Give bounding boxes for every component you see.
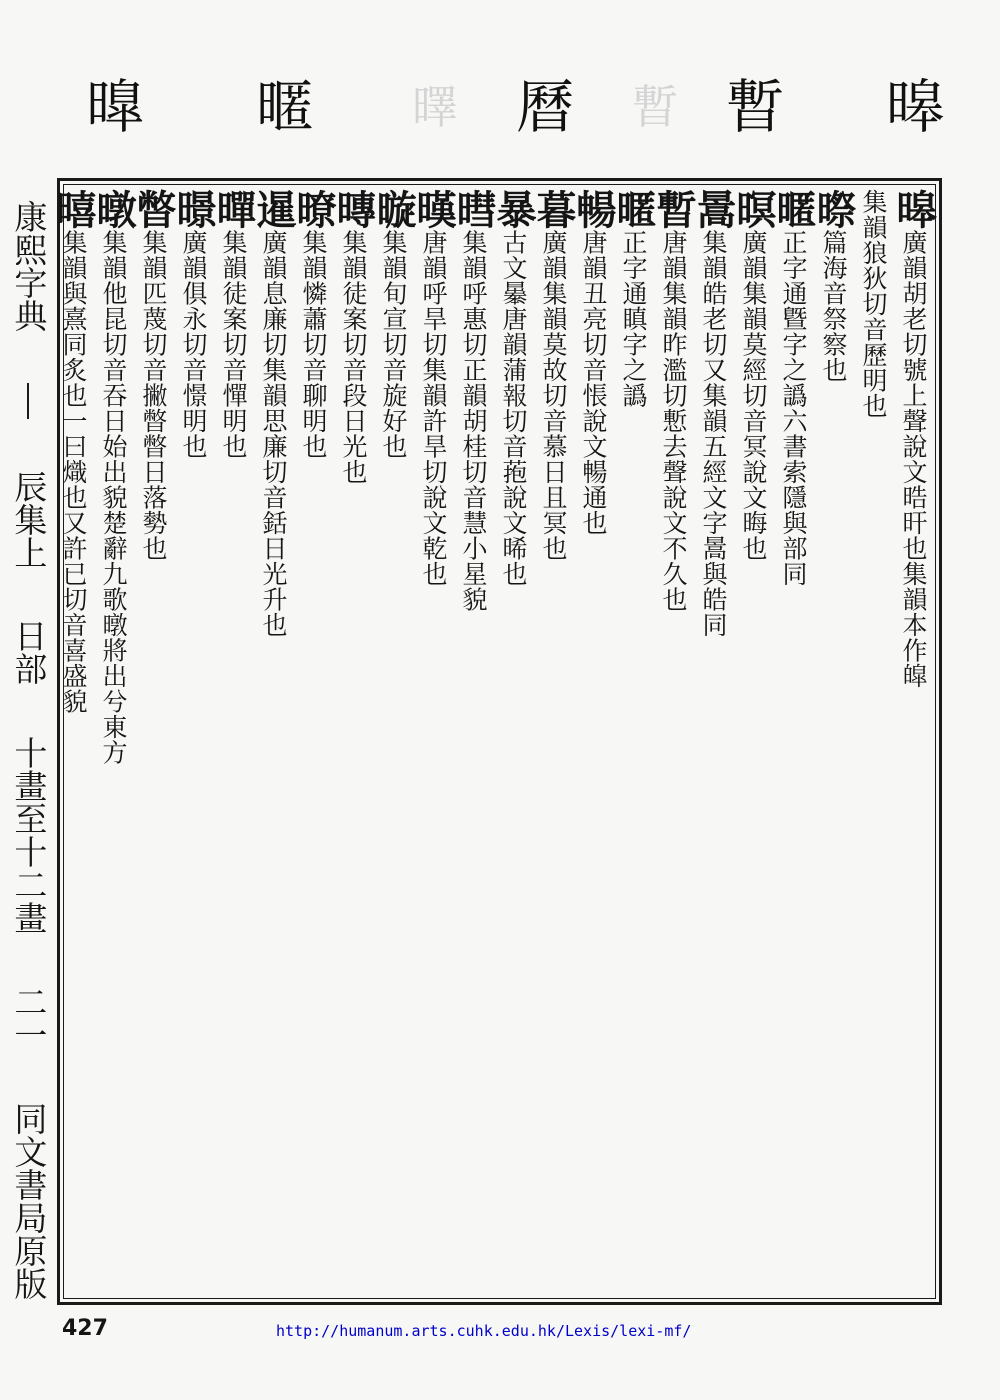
entry-column bbox=[330, 187, 377, 1296]
entry-column bbox=[770, 187, 817, 1296]
entry-text: 正字通瞋字之譌 bbox=[619, 229, 648, 408]
source-url-link[interactable]: http://humanum.arts.cuhk.edu.hk/Lexis/lexi-mf/ bbox=[276, 1322, 692, 1340]
radical-label: 日部 bbox=[9, 619, 49, 686]
entry-text: 唐韻集韻昨濫切慙去聲說文不久也 bbox=[659, 229, 688, 612]
headword: 暹 bbox=[250, 189, 297, 230]
headword: 暱 bbox=[770, 189, 817, 230]
entry-text: 集韻呼惠切正韻胡桂切音慧小星貌 bbox=[459, 229, 488, 612]
entry-text: 集韻與熹同炙也一曰熾也又許已切音喜盛貌 bbox=[59, 229, 88, 714]
entry-text: 廣韻息廉切集韻思廉切音銛日光升也 bbox=[259, 229, 288, 638]
entry-column bbox=[690, 187, 737, 1296]
margin-separator bbox=[27, 383, 29, 419]
entry-column bbox=[530, 187, 577, 1296]
entry-column bbox=[810, 187, 857, 1296]
headword: 暻 bbox=[170, 189, 217, 230]
headword: 暿 bbox=[50, 189, 97, 230]
headword: 暳 bbox=[450, 189, 497, 230]
entry-column bbox=[490, 187, 537, 1296]
entry-column bbox=[170, 187, 217, 1296]
entry-text: 集韻匹蔑切音撇暼暼日落勢也 bbox=[139, 229, 168, 561]
publisher-label: 同文書局原版 bbox=[9, 1101, 49, 1300]
entry-column bbox=[370, 187, 417, 1296]
headword: 暶 bbox=[370, 189, 417, 230]
dictionary-text-frame bbox=[50, 178, 942, 1305]
seal-character: 暫 bbox=[725, 73, 784, 142]
entry-text: 集韻憐蕭切音聊明也 bbox=[299, 229, 328, 459]
seal-script-row bbox=[60, 40, 944, 175]
entry-text: 廣韻胡老切號上聲說文晧旰也集韻本作皡 bbox=[899, 229, 928, 689]
headword: 暢 bbox=[570, 189, 617, 230]
entry-column bbox=[50, 187, 97, 1296]
book-title: 康熙字典 bbox=[9, 200, 49, 332]
entry-column bbox=[853, 187, 893, 1296]
entry-column bbox=[650, 187, 697, 1296]
headword: 暸 bbox=[290, 189, 337, 230]
headword: 暾 bbox=[90, 189, 137, 230]
entry-text: 集韻他昆切音吞日始出貌楚辭九歌暾將出兮東方 bbox=[99, 229, 128, 765]
headword: 暮 bbox=[530, 189, 577, 230]
entry-text: 集韻皓老切又集韻五經文字暠與皓同 bbox=[699, 229, 728, 638]
entry-text: 唐韻丑亮切音悵說文暢通也 bbox=[579, 229, 608, 536]
headword: 暴 bbox=[490, 189, 537, 230]
entry-column bbox=[570, 187, 617, 1296]
headword: 暷 bbox=[330, 189, 377, 230]
headword: 暩 bbox=[810, 189, 857, 230]
seal-character: 曎 bbox=[412, 80, 458, 135]
entry-text: 正字通曁字之譌六書索隱與部同 bbox=[779, 229, 808, 587]
entry-text: 集韻狼狄切音歷明也 bbox=[859, 189, 888, 419]
stroke-range-label: 十畫至十二畫 bbox=[9, 736, 49, 935]
page-margin-title bbox=[5, 200, 51, 1300]
entry-text: 廣韻俱永切音憬明也 bbox=[179, 229, 208, 459]
entry-column bbox=[90, 187, 137, 1296]
entry-column bbox=[890, 187, 937, 1296]
entry-column bbox=[730, 187, 777, 1296]
text-columns bbox=[50, 187, 937, 1296]
headword: 暱 bbox=[610, 189, 657, 230]
entry-text: 古文曓唐韻蒲報切音菢說文晞也 bbox=[499, 229, 528, 587]
headword: 暼 bbox=[130, 189, 177, 230]
headword: 暫 bbox=[650, 189, 697, 230]
headword: 暵 bbox=[410, 189, 457, 230]
folio-label: 二一 bbox=[9, 985, 49, 1052]
page-number: 427 bbox=[62, 1316, 108, 1341]
seal-character: 曆 bbox=[515, 73, 574, 142]
entry-column bbox=[250, 187, 297, 1296]
headword: 暠 bbox=[690, 189, 737, 230]
headword: 暺 bbox=[210, 189, 257, 230]
seal-character: 暱 bbox=[255, 73, 314, 142]
entry-column bbox=[290, 187, 337, 1296]
entry-column bbox=[410, 187, 457, 1296]
entry-text: 集韻徒案切音段日光也 bbox=[339, 229, 368, 485]
entry-column bbox=[450, 187, 497, 1296]
headword: 暝 bbox=[730, 189, 777, 230]
entry-text: 廣韻集韻莫故切音慕日且冥也 bbox=[539, 229, 568, 561]
seal-character: 暫 bbox=[632, 80, 678, 135]
seal-character: 曍 bbox=[85, 73, 144, 142]
entry-column bbox=[130, 187, 177, 1296]
entry-text: 廣韻集韻莫經切音冥說文晦也 bbox=[739, 229, 768, 561]
headword: 暤 bbox=[890, 189, 937, 230]
entry-column bbox=[210, 187, 257, 1296]
collection-label: 辰集上 bbox=[9, 469, 49, 569]
entry-text: 篇海音祭察也 bbox=[819, 229, 848, 383]
entry-column bbox=[610, 187, 657, 1296]
seal-character: 暤 bbox=[885, 73, 944, 142]
entry-text: 集韻旬宣切音旋好也 bbox=[379, 229, 408, 459]
entry-text: 唐韻呼旱切集韻許旱切說文乾也 bbox=[419, 229, 448, 587]
entry-text: 集韻徒案切音憚明也 bbox=[219, 229, 248, 459]
